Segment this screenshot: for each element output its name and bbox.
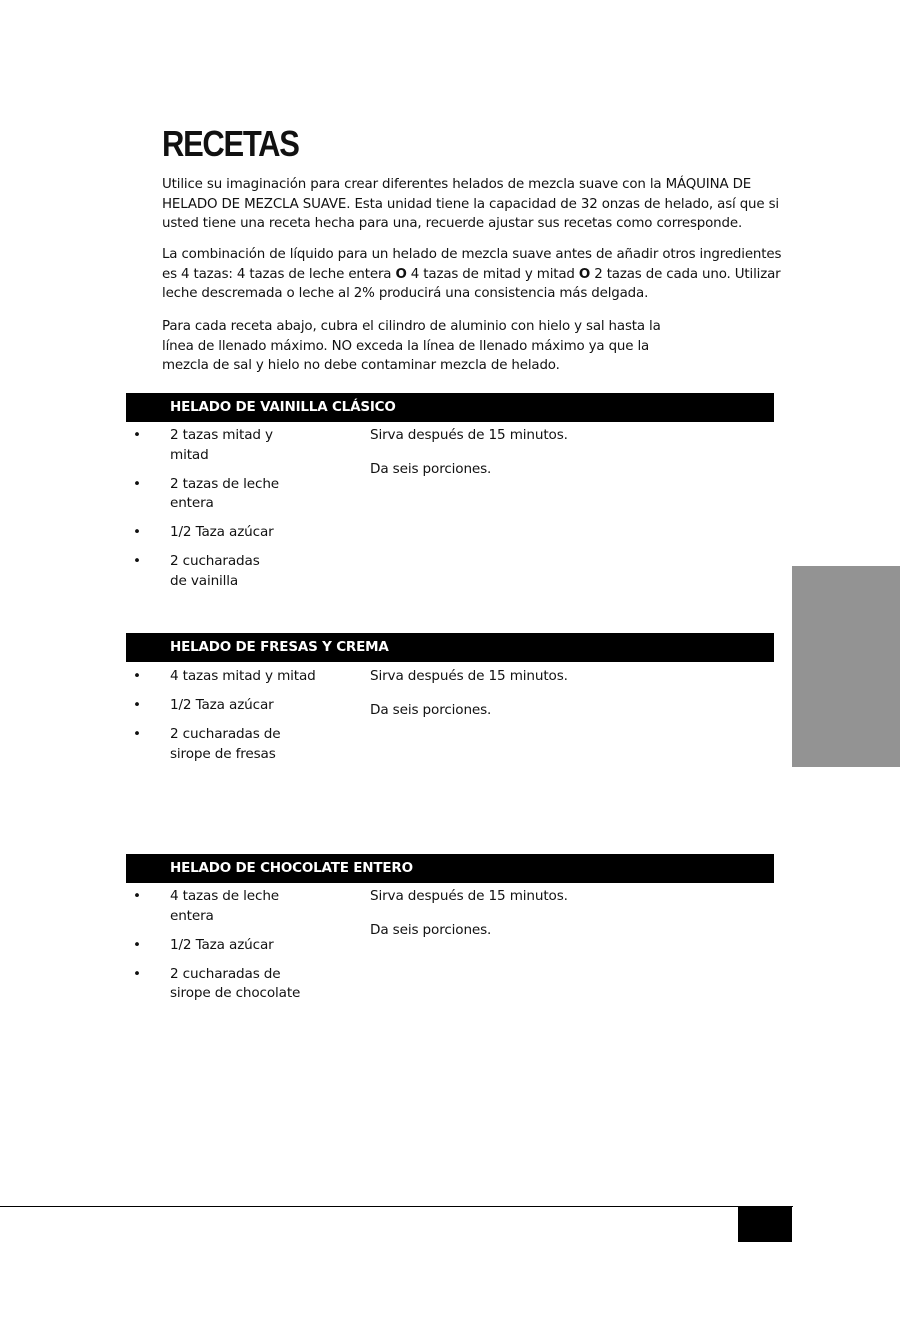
- intro-paragraph-3: Para cada receta abajo, cubra el cilindro de aluminio con hielo y sal hasta la línea de llenado máximo. NO exceda la línea de llenado máximo ya que la mezcla de sal y hielo no debe contaminar mezcla de helado.: [162, 319, 661, 373]
- recipe-header-chocolate: HELADO DE CHOCOLATE ENTERO: [126, 854, 774, 883]
- list-item: • 2 tazas mitad y mitad: [133, 427, 273, 463]
- or-emphasis: O: [578, 266, 591, 282]
- list-item: • 4 tazas de leche entera: [133, 888, 280, 924]
- list-item: • 1/2 Taza azúcar: [133, 697, 274, 713]
- list-item: • 1/2 Taza azúcar: [133, 524, 274, 540]
- ingredient-list-vanilla: [126, 426, 356, 601]
- list-item: • 2 cucharadas de vainilla: [133, 553, 260, 589]
- serve-note: Sirva después de 15 minutos.: [370, 888, 568, 904]
- list-item: • 2 tazas de leche entera: [133, 475, 280, 511]
- footer-divider: [0, 1206, 793, 1207]
- portions-note: Da seis porciones.: [370, 921, 492, 938]
- recipe-notes-strawberry: [370, 667, 568, 734]
- recipe-header-vanilla: HELADO DE VAINILLA CLÁSICO: [126, 393, 774, 422]
- intro-paragraph-1: Utilice su imaginación para crear diferentes helados de mezcla suave con la MÁQUINA DE HELADO DE MEZCLA SUAVE. Esta unidad tiene la capacidad de 32 onzas de helado, así que si usted tiene una receta hecha para una, recuerde ajustar sus recetas como corresponde.: [162, 177, 779, 231]
- list-item: • 2 cucharadas de sirope de chocolate: [133, 965, 301, 1001]
- page-number-box: [738, 1206, 792, 1242]
- or-emphasis: O: [395, 266, 407, 282]
- list-item: • 4 tazas mitad y mitad: [133, 668, 316, 684]
- list-item: • 1/2 Taza azúcar: [133, 936, 274, 953]
- intro-paragraph-2: La combinación de líquido para un helado de mezcla suave antes de añadir otros ingredientes es 4 tazas: 4 tazas de leche entera O 4 tazas de mitad y mitad O 2 tazas de cada uno. Utilizar leche descremada o leche al 2% producirá una consistencia más delgada.: [162, 247, 782, 301]
- list-item: • 2 cucharadas de sirope de fresas: [133, 726, 281, 762]
- page-title: RECETAS: [162, 123, 299, 164]
- ingredient-list-chocolate: [126, 887, 356, 1013]
- serve-note: Sirva después de 15 minutos.: [370, 668, 568, 684]
- ingredient-list-strawberry: [126, 667, 356, 774]
- portions-note: Da seis porciones.: [370, 701, 492, 718]
- portions-note: Da seis porciones.: [370, 460, 492, 477]
- serve-note: Sirva después de 15 minutos.: [370, 427, 568, 443]
- recipe-notes-vanilla: [370, 426, 568, 493]
- recipe-header-strawberry: HELADO DE FRESAS Y CREMA: [126, 633, 774, 662]
- recipe-notes-chocolate: [370, 887, 568, 954]
- section-side-tab: [792, 566, 900, 767]
